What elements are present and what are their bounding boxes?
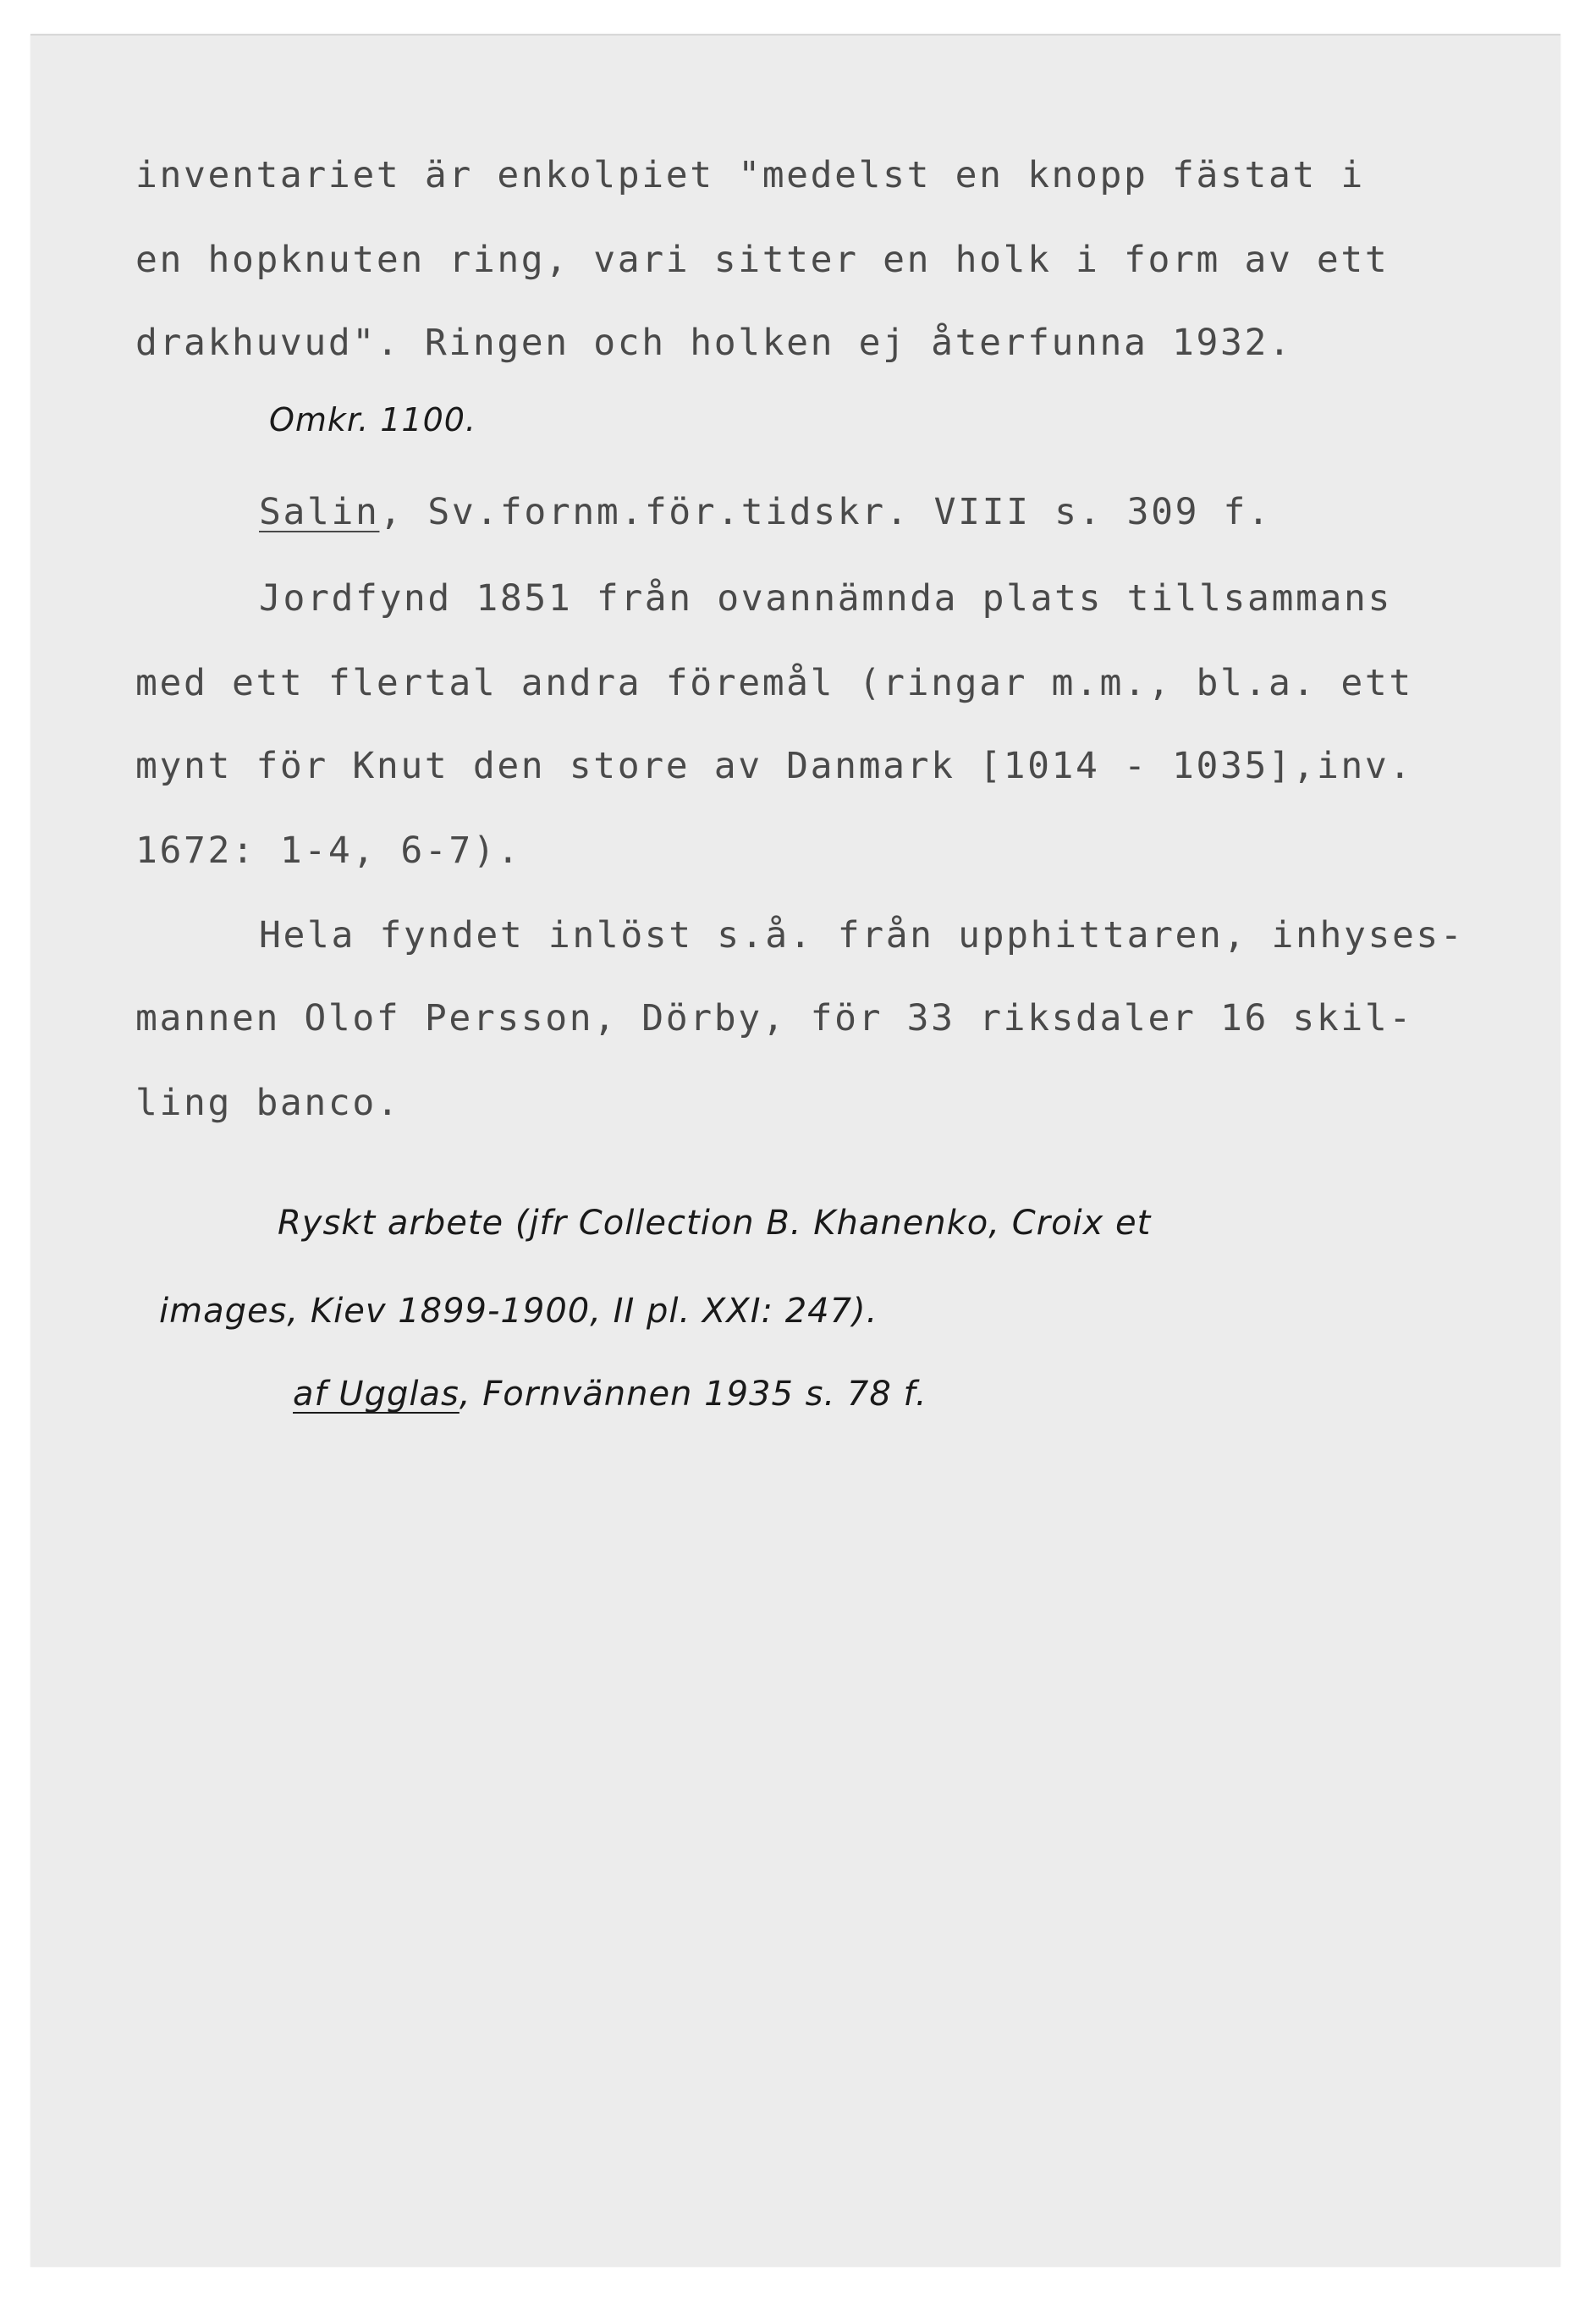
handwritten-reference-author: af Ugglas [293,1375,460,1414]
handwritten-note-1: Ryskt arbete (jfr Collection B. Khanenko, Croix et [278,1204,1152,1243]
typed-line-1: inventariet är enkolpiet "medelst en knopp fästat i [135,154,1365,196]
typed-line-10: Hela fyndet inlöst s.å. från upphittaren, inhyses- [259,914,1465,957]
handwritten-reference-details: , Fornvännen 1935 s. 78 f. [459,1375,927,1414]
line-8-end: ,inv. [1292,745,1413,787]
typed-line-9: 1672: 1-4, 6-7). [135,830,521,872]
handwritten-reference [293,1375,927,1414]
typed-line-6: Jordfynd 1851 från ovannämnda plats tillsammans [259,577,1392,620]
typed-line-3: drakhuvud". Ringen och holken ej återfunna 1932. [135,322,1293,364]
reference-details: , Sv.fornm.för.tidskr. VIII s. 309 f. [379,491,1272,533]
document-card [30,34,1560,2267]
date-range-bracket: [1014 - 1035] [979,745,1293,787]
typed-line-11: mannen Olof Persson, Dörby, för 33 riksdaler 16 skil- [135,997,1413,1039]
line-8-text: mynt för Knut den store av Danmark [135,745,980,787]
handwritten-note-2: images, Kiev 1899-1900, II pl. XXI: 247). [159,1292,878,1331]
typed-line-8 [135,745,1413,787]
reference-author: Salin [259,491,380,533]
typed-line-reference [259,491,1272,533]
typed-line-12: ling banco. [135,1082,401,1124]
typed-line-2: en hopknuten ring, vari sitter en holk i form av ett [135,239,1390,281]
typed-line-7: med ett flertal andra föremål (ringar m.m., bl.a. ett [135,662,1413,704]
handwritten-date: Omkr. 1100. [269,401,477,438]
